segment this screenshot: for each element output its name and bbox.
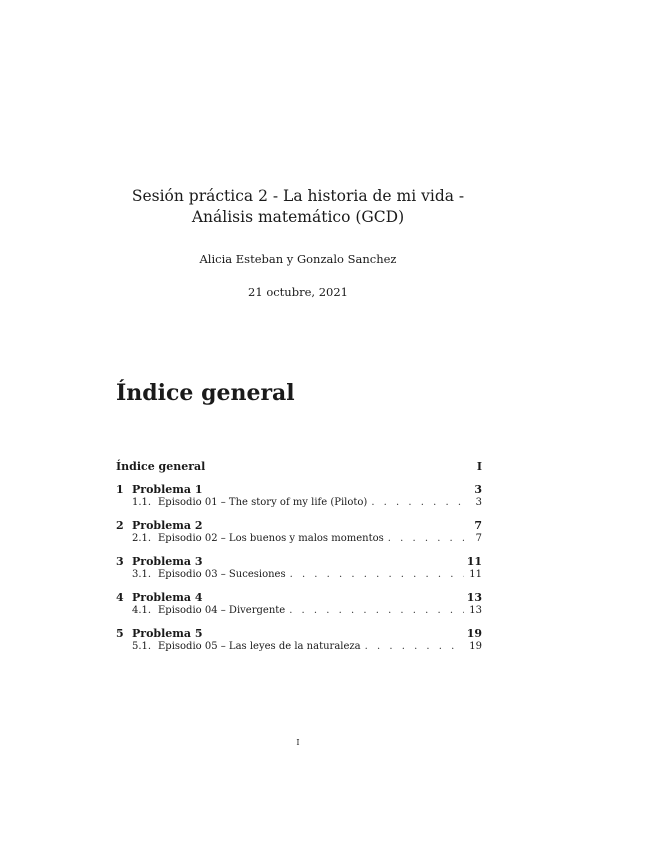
toc-chapter-number: 5 [116, 627, 124, 640]
toc-section-3-1[interactable] [116, 568, 482, 581]
toc-chapter-page: 19 [466, 627, 482, 640]
toc-entry-label: Índice general [116, 460, 206, 473]
toc-chapter-number: 1 [116, 483, 124, 496]
toc-chapter-page: 11 [466, 555, 482, 568]
toc-chapter-label: Problema 5 [132, 627, 203, 640]
toc-entry-page: I [476, 460, 482, 473]
toc-chapter-5[interactable] [116, 627, 482, 640]
toc-chapter-number: 4 [116, 591, 124, 604]
document-title: Sesión práctica 2 - La historia de mi vida - Análisis matemático (GCD) [131, 187, 465, 226]
toc-chapter-2[interactable] [116, 519, 482, 532]
toc-entry-index[interactable] [116, 460, 482, 473]
toc-section-label: Episodio 03 – Sucesiones [158, 569, 286, 580]
toc-section-2-1[interactable] [116, 532, 482, 545]
page-number: I [296, 738, 300, 747]
toc-chapter-page: 7 [474, 519, 482, 532]
toc-chapter-1[interactable] [116, 483, 482, 496]
toc-dot-leader [365, 640, 464, 653]
toc-chapter-page: 13 [466, 591, 482, 604]
toc-chapter-page: 3 [474, 483, 482, 496]
table-of-contents [116, 460, 482, 653]
toc-section-label: Episodio 04 – Divergente [158, 605, 286, 616]
toc-section-label: Episodio 01 – The story of my life (Piloto) [158, 497, 368, 508]
toc-section-page: 11 [469, 569, 482, 580]
toc-section-number: 5.1. [132, 641, 152, 652]
toc-dot-leader [371, 496, 464, 509]
toc-chapter-number: 3 [116, 555, 124, 568]
toc-chapter-number: 2 [116, 519, 124, 532]
toc-section-page: 19 [469, 641, 482, 652]
toc-dot-leader [290, 568, 464, 581]
toc-chapter-4[interactable] [116, 591, 482, 604]
toc-dot-leader [388, 532, 464, 545]
toc-section-4-1[interactable] [116, 604, 482, 617]
document-date: 21 octubre, 2021 [248, 285, 348, 299]
toc-section-1-1[interactable] [116, 496, 482, 509]
toc-section-label: Episodio 05 – Las leyes de la naturaleza [158, 641, 361, 652]
toc-chapter-label: Problema 1 [132, 483, 203, 496]
toc-section-page: 13 [469, 605, 482, 616]
toc-section-5-1[interactable] [116, 640, 482, 653]
toc-chapter-label: Problema 3 [132, 555, 203, 568]
toc-section-number: 1.1. [132, 497, 152, 508]
toc-chapter-label: Problema 2 [132, 519, 203, 532]
toc-section-number: 4.1. [132, 605, 152, 616]
toc-dot-leader [289, 604, 464, 617]
document-authors: Alicia Esteban y Gonzalo Sanchez [199, 252, 397, 266]
toc-section-page: 3 [475, 497, 482, 508]
toc-heading: Índice general [116, 380, 295, 406]
toc-section-number: 3.1. [132, 569, 152, 580]
toc-chapter-3[interactable] [116, 555, 482, 568]
toc-section-page: 7 [475, 533, 482, 544]
toc-chapter-label: Problema 4 [132, 591, 203, 604]
toc-section-label: Episodio 02 – Los buenos y malos momentos [158, 533, 384, 544]
toc-section-number: 2.1. [132, 533, 152, 544]
